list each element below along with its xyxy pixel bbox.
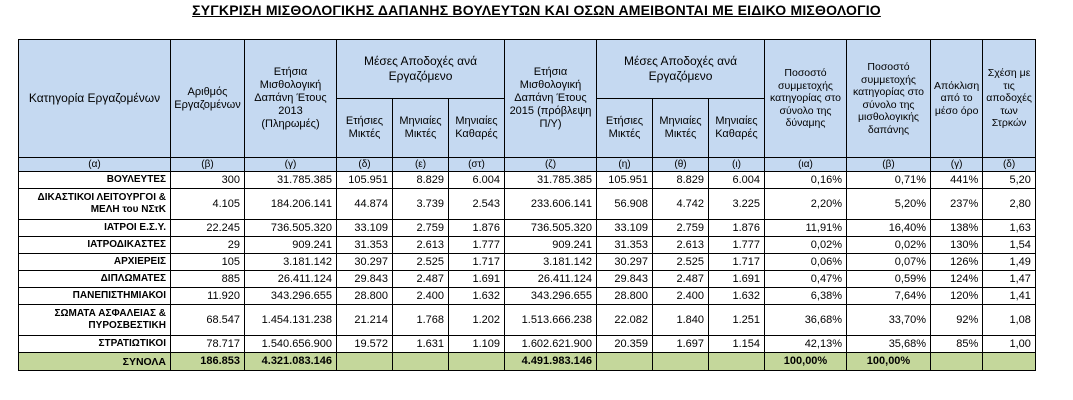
header-annual-gross-2015: Ετήσιες Μικτές bbox=[597, 99, 653, 158]
table-cell: 2.759 bbox=[393, 220, 449, 237]
row-category: ΙΑΤΡΟΔΙΚΑΣΤΕΣ bbox=[19, 237, 171, 254]
totals-cell: 100,00% bbox=[765, 353, 847, 371]
table-cell: 105 bbox=[171, 254, 245, 271]
table-cell: 0,16% bbox=[765, 172, 847, 189]
table-cell: 33.109 bbox=[337, 220, 393, 237]
table-cell: 26.411.124 bbox=[245, 271, 337, 288]
header-avg-earnings-2015: Μέσες Αποδοχές ανά Εργαζόμενο bbox=[597, 40, 765, 99]
table-cell: 30.297 bbox=[337, 254, 393, 271]
header-deviation: Απόκλιση από το μέσο όρο bbox=[931, 40, 983, 158]
table-cell: 11.920 bbox=[171, 288, 245, 305]
table-cell: 1.876 bbox=[709, 220, 765, 237]
table-cell: 6,38% bbox=[765, 288, 847, 305]
table-cell: 300 bbox=[171, 172, 245, 189]
header-monthly-gross-2013: Μηνιαίες Μικτές bbox=[393, 99, 449, 158]
table-cell: 42,13% bbox=[765, 336, 847, 353]
column-code: (ια) bbox=[765, 158, 847, 172]
table-cell: 3.739 bbox=[393, 189, 449, 220]
column-code: (β) bbox=[171, 158, 245, 172]
table-cell: 78.717 bbox=[171, 336, 245, 353]
table-cell: 1.602.621.900 bbox=[505, 336, 597, 353]
table-cell: 184.206.141 bbox=[245, 189, 337, 220]
table-cell: 1.876 bbox=[449, 220, 505, 237]
table-cell: 1.513.666.238 bbox=[505, 305, 597, 336]
table-cell: 1.717 bbox=[709, 254, 765, 271]
table-cell: 0,07% bbox=[847, 254, 931, 271]
table-cell: 1.154 bbox=[709, 336, 765, 353]
table-cell: 56.908 bbox=[597, 189, 653, 220]
header-monthly-net-2015: Μηνιαίες Καθαρές bbox=[709, 99, 765, 158]
table-row bbox=[19, 305, 1036, 336]
totals-cell: 100,00% bbox=[847, 353, 931, 371]
table-cell: 441% bbox=[931, 172, 983, 189]
table-cell: 21.214 bbox=[337, 305, 393, 336]
column-code: (η) bbox=[597, 158, 653, 172]
table-cell: 8.829 bbox=[653, 172, 709, 189]
table-cell: 5,20% bbox=[847, 189, 931, 220]
table-cell: 85% bbox=[931, 336, 983, 353]
table-cell: 138% bbox=[931, 220, 983, 237]
table-cell: 30.297 bbox=[597, 254, 653, 271]
table-cell: 0,02% bbox=[847, 237, 931, 254]
table-cell: 2.613 bbox=[393, 237, 449, 254]
table-cell: 20.359 bbox=[597, 336, 653, 353]
table-cell: 0,06% bbox=[765, 254, 847, 271]
column-code: (στ) bbox=[449, 158, 505, 172]
table-cell: 1.632 bbox=[449, 288, 505, 305]
table-cell: 19.572 bbox=[337, 336, 393, 353]
table-cell: 3.225 bbox=[709, 189, 765, 220]
table-cell: 5,20 bbox=[983, 172, 1036, 189]
table-cell: 1.202 bbox=[449, 305, 505, 336]
table-cell: 0,47% bbox=[765, 271, 847, 288]
table-cell: 4.742 bbox=[653, 189, 709, 220]
header-spend-2015: Ετήσια Μισθολογική Δαπάνη Έτους 2015 (πρόβλεψη Π/Υ) bbox=[505, 40, 597, 158]
table-cell: 1,08 bbox=[983, 305, 1036, 336]
table-cell: 28.800 bbox=[597, 288, 653, 305]
page-title: ΣΥΓΚΡΙΣΗ ΜΙΣΘΟΛΟΓΙΚΗΣ ΔΑΠΑΝΗΣ ΒΟΥΛΕΥΤΩΝ ΚΑΙ ΟΣΩΝ ΑΜΕΙΒΟΝΤΑΙ ΜΕ ΕΙΔΙΚΟ ΜΙΣΘΟΛΟΓΙΟ bbox=[192, 2, 881, 18]
table-cell: 1.768 bbox=[393, 305, 449, 336]
totals-row bbox=[19, 353, 1036, 371]
row-category: ΔΙΚΑΣΤΙΚΟΙ ΛΕΙΤΟΥΡΓΟΙ & ΜΕΛΗ του ΝΣτΚ bbox=[19, 189, 171, 220]
table-cell: 1,63 bbox=[983, 220, 1036, 237]
table-cell: 1,47 bbox=[983, 271, 1036, 288]
totals-cell bbox=[337, 353, 393, 371]
table-cell: 1.777 bbox=[709, 237, 765, 254]
totals-cell bbox=[597, 353, 653, 371]
table-cell: 11,91% bbox=[765, 220, 847, 237]
totals-cell: 4.321.083.146 bbox=[245, 353, 337, 371]
header-category: Κατηγορία Εργαζομένων bbox=[19, 40, 171, 158]
table-cell: 105.951 bbox=[337, 172, 393, 189]
table-cell: 343.296.655 bbox=[505, 288, 597, 305]
table-cell: 2.759 bbox=[653, 220, 709, 237]
table-cell: 1.540.656.900 bbox=[245, 336, 337, 353]
table-cell: 8.829 bbox=[393, 172, 449, 189]
totals-cell: 186.853 bbox=[171, 353, 245, 371]
row-category: ΣΩΜΑΤΑ ΑΣΦΑΛΕΙΑΣ & ΠΥΡΟΣΒΕΣΤΙΚΗ bbox=[19, 305, 171, 336]
column-code: (ι) bbox=[709, 158, 765, 172]
totals-cell: 4.491.983.146 bbox=[505, 353, 597, 371]
column-code: (ζ) bbox=[505, 158, 597, 172]
table-cell: 909.241 bbox=[245, 237, 337, 254]
table-cell: 33.109 bbox=[597, 220, 653, 237]
table-cell: 1,41 bbox=[983, 288, 1036, 305]
table-cell: 233.606.141 bbox=[505, 189, 597, 220]
table-row bbox=[19, 271, 1036, 288]
table-cell: 29 bbox=[171, 237, 245, 254]
table-cell: 885 bbox=[171, 271, 245, 288]
table-cell: 105.951 bbox=[597, 172, 653, 189]
table-cell: 28.800 bbox=[337, 288, 393, 305]
table-row bbox=[19, 189, 1036, 220]
row-category: ΒΟΥΛΕΥΤΕΣ bbox=[19, 172, 171, 189]
table-cell: 736.505.320 bbox=[245, 220, 337, 237]
table-cell: 0,02% bbox=[765, 237, 847, 254]
header-pct-spend: Ποσοστό συμμετοχής κατηγορίας στο σύνολο της μισθολογικής δαπάνης bbox=[847, 40, 931, 158]
table-cell: 29.843 bbox=[337, 271, 393, 288]
totals-cell bbox=[709, 353, 765, 371]
table-cell: 31.785.385 bbox=[245, 172, 337, 189]
table-cell: 130% bbox=[931, 237, 983, 254]
table-cell: 0,59% bbox=[847, 271, 931, 288]
table-cell: 36,68% bbox=[765, 305, 847, 336]
table-cell: 1.840 bbox=[653, 305, 709, 336]
table-cell: 2.400 bbox=[393, 288, 449, 305]
row-category: ΠΑΝΕΠΙΣΤΗΜΙΑΚΟΙ bbox=[19, 288, 171, 305]
row-category: ΙΑΤΡΟΙ Ε.Σ.Υ. bbox=[19, 220, 171, 237]
table-cell: 1.697 bbox=[653, 336, 709, 353]
table-cell: 68.547 bbox=[171, 305, 245, 336]
row-category: ΑΡΧΙΕΡΕΙΣ bbox=[19, 254, 171, 271]
table-cell: 2.487 bbox=[653, 271, 709, 288]
table-cell: 343.296.655 bbox=[245, 288, 337, 305]
table-cell: 31.353 bbox=[597, 237, 653, 254]
table-cell: 1.251 bbox=[709, 305, 765, 336]
column-code: (θ) bbox=[653, 158, 709, 172]
column-code: (γ) bbox=[245, 158, 337, 172]
table-cell: 16,40% bbox=[847, 220, 931, 237]
table-row bbox=[19, 288, 1036, 305]
table-cell: 1,00 bbox=[983, 336, 1036, 353]
table-cell: 26.411.124 bbox=[505, 271, 597, 288]
header-ratio: Σχέση με τις αποδοχές των Στρκών bbox=[983, 40, 1036, 158]
column-code: (α) bbox=[19, 158, 171, 172]
table-cell: 1.691 bbox=[709, 271, 765, 288]
table-cell: 124% bbox=[931, 271, 983, 288]
table-row bbox=[19, 336, 1036, 353]
row-category: ΣΤΡΑΤΙΩΤΙΚΟΙ bbox=[19, 336, 171, 353]
table-cell: 31.785.385 bbox=[505, 172, 597, 189]
table-cell: 1.109 bbox=[449, 336, 505, 353]
table-cell: 1,49 bbox=[983, 254, 1036, 271]
table-cell: 1.632 bbox=[709, 288, 765, 305]
table-cell: 2.525 bbox=[653, 254, 709, 271]
table-row bbox=[19, 172, 1036, 189]
column-code: (δ) bbox=[983, 158, 1036, 172]
column-code: (ε) bbox=[393, 158, 449, 172]
table-cell: 2,80 bbox=[983, 189, 1036, 220]
header-monthly-gross-2015: Μηνιαίες Μικτές bbox=[653, 99, 709, 158]
header-monthly-net-2013: Μηνιαίες Καθαρές bbox=[449, 99, 505, 158]
totals-label: ΣΥΝΟΛΑ bbox=[19, 353, 171, 371]
table-cell: 22.245 bbox=[171, 220, 245, 237]
table-cell: 44.874 bbox=[337, 189, 393, 220]
totals-cell bbox=[393, 353, 449, 371]
table-cell: 736.505.320 bbox=[505, 220, 597, 237]
table-cell: 1,54 bbox=[983, 237, 1036, 254]
totals-cell bbox=[653, 353, 709, 371]
table-cell: 33,70% bbox=[847, 305, 931, 336]
table-cell: 2.525 bbox=[393, 254, 449, 271]
table-cell: 1.717 bbox=[449, 254, 505, 271]
table-cell: 2.543 bbox=[449, 189, 505, 220]
table-cell: 3.181.142 bbox=[505, 254, 597, 271]
column-code: (δ) bbox=[337, 158, 393, 172]
table-row bbox=[19, 220, 1036, 237]
table-cell: 6.004 bbox=[709, 172, 765, 189]
table-cell: 1.454.131.238 bbox=[245, 305, 337, 336]
header-spend-2013: Ετήσια Μισθολογική Δαπάνη Έτους 2013 (Πληρωμές) bbox=[245, 40, 337, 158]
table-cell: 92% bbox=[931, 305, 983, 336]
table-cell: 126% bbox=[931, 254, 983, 271]
table-cell: 22.082 bbox=[597, 305, 653, 336]
column-code: (γ) bbox=[931, 158, 983, 172]
totals-cell bbox=[449, 353, 505, 371]
header-employees: Αριθμός Εργαζομένων bbox=[171, 40, 245, 158]
table-cell: 120% bbox=[931, 288, 983, 305]
table-cell: 3.181.142 bbox=[245, 254, 337, 271]
table-cell: 909.241 bbox=[505, 237, 597, 254]
table-cell: 7,64% bbox=[847, 288, 931, 305]
table-cell: 35,68% bbox=[847, 336, 931, 353]
table-cell: 237% bbox=[931, 189, 983, 220]
salary-comparison-table bbox=[18, 39, 1036, 371]
column-code-row bbox=[19, 158, 1036, 172]
table-cell: 29.843 bbox=[597, 271, 653, 288]
header-pct-workforce: Ποσοστό συμμετοχής κατηγορίας στο σύνολο της δύναμης bbox=[765, 40, 847, 158]
table-row bbox=[19, 254, 1036, 271]
table-cell: 4.105 bbox=[171, 189, 245, 220]
table-cell: 0,71% bbox=[847, 172, 931, 189]
header-avg-earnings-2013: Μέσες Αποδοχές ανά Εργαζόμενο bbox=[337, 40, 505, 99]
row-category: ΔΙΠΛΩΜΑΤΕΣ bbox=[19, 271, 171, 288]
table-cell: 1.777 bbox=[449, 237, 505, 254]
table-cell: 1.631 bbox=[393, 336, 449, 353]
table-cell: 2.613 bbox=[653, 237, 709, 254]
table-cell: 31.353 bbox=[337, 237, 393, 254]
table-cell: 2,20% bbox=[765, 189, 847, 220]
table-cell: 2.487 bbox=[393, 271, 449, 288]
header-annual-gross-2013: Ετήσιες Μικτές bbox=[337, 99, 393, 158]
totals-cell bbox=[931, 353, 983, 371]
table-row bbox=[19, 237, 1036, 254]
table-cell: 2.400 bbox=[653, 288, 709, 305]
table-cell: 1.691 bbox=[449, 271, 505, 288]
table-cell: 6.004 bbox=[449, 172, 505, 189]
column-code: (β) bbox=[847, 158, 931, 172]
totals-cell bbox=[983, 353, 1036, 371]
